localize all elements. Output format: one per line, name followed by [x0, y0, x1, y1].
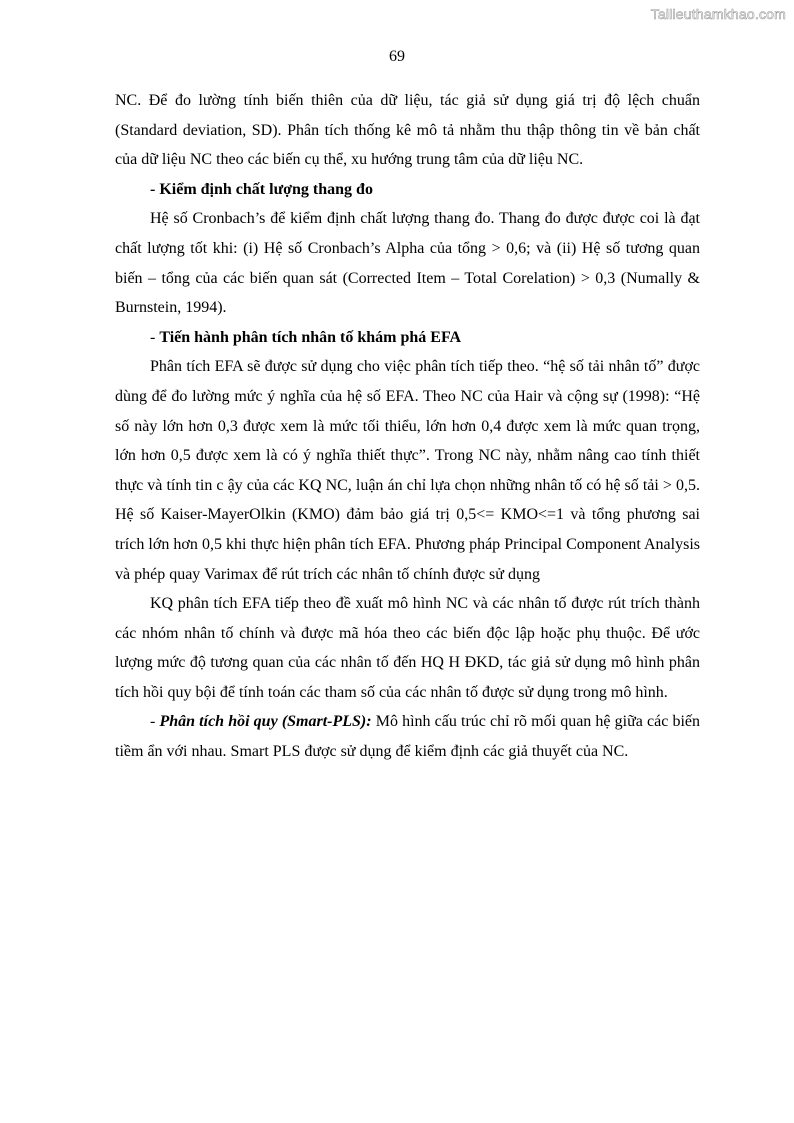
- paragraph-cronbach: Hệ số Cronbach’s để kiểm định chất lượng thang đo. Thang đo được được coi là đạt chất lượng tốt khi: (i) Hệ số Cronbach’s Alpha của tổng > 0,6; và (ii) Hệ số tương quan biến – tổng của các biến quan sát (Corrected Item – Total Corelation) > 0,3 (Numally & Burnstein, 1994).: [115, 210, 700, 317]
- regression-label: Phân tích hồi quy (Smart-PLS):: [159, 713, 372, 731]
- paragraph-efa-results: KQ phân tích EFA tiếp theo đề xuất mô hình NC và các nhân tố được rút trích thành các nhóm nhân tố chính và được mã hóa theo các biến độc lập hoặc phụ thuộc. Để ước lượng mức độ tương quan của các nhân tố đến HQ H ĐKD, tác giả sử dụng mô hình phân tích hồi quy bội để tính toán các tham số của các nhân tố được sử dụng trong mô hình.: [115, 595, 700, 701]
- heading-scale-reliability: - Kiểm định chất lượng thang đo: [150, 180, 373, 198]
- page-number: 69: [389, 48, 405, 65]
- heading-efa: [115, 323, 700, 353]
- regression-dash: -: [150, 713, 160, 731]
- heading-efa-label: Tiến hành phân tích nhân tố khám phá EFA: [159, 328, 462, 346]
- heading-efa-dash: -: [150, 328, 160, 346]
- paragraph-descriptive-statistics: NC. Để đo lường tính biến thiên của dữ liệu, tác giả sử dụng giá trị độ lệch chuẩn (Standard deviation, SD). Phân tích thống kê mô tả nhằm thu thập thông tin về bản chất của dữ liệu NC theo các biến cụ thể, xu hướng trung tâm của dữ liệu NC.: [115, 92, 700, 169]
- paragraph-regression: [115, 707, 700, 766]
- watermark: Tailieuthamkhao.com: [650, 6, 786, 22]
- document-body: [115, 86, 700, 767]
- regression-text: Mô hình cấu trúc chỉ rõ mối quan hệ giữa các biến tiềm ẩn với nhau. Smart PLS được sử dụng để kiểm định các giả thuyết của NC.: [115, 713, 701, 761]
- paragraph-efa: Phân tích EFA sẽ được sử dụng cho việc phân tích tiếp theo. “hệ số tải nhân tố” được dùng để đo lường mức ý nghĩa của hệ số EFA. Theo NC của Hair và cộng sự (1998): “Hệ số này lớn hơn 0,3 được xem là mức tối thiểu, lớn hơn 0,4 được xem là mức quan trọng, lớn hơn 0,5 được xem là có ý nghĩa thiết thực”. Trong NC này, nhằm nâng cao tính thiết thực và tính tin c ậy của các KQ NC, luận án chỉ lựa chọn những nhân tố có hệ số tải > 0,5. Hệ số Kaiser-MayerOlkin (KMO) đảm bảo giá trị 0,5<= KMO<=1 và tổng phương sai trích lớn hơn 0,5 khi thực hiện phân tích EFA. Phương pháp Principal Component Analysis và phép quay Varimax để rút trích các nhân tố chính được sử dụng: [115, 358, 700, 583]
